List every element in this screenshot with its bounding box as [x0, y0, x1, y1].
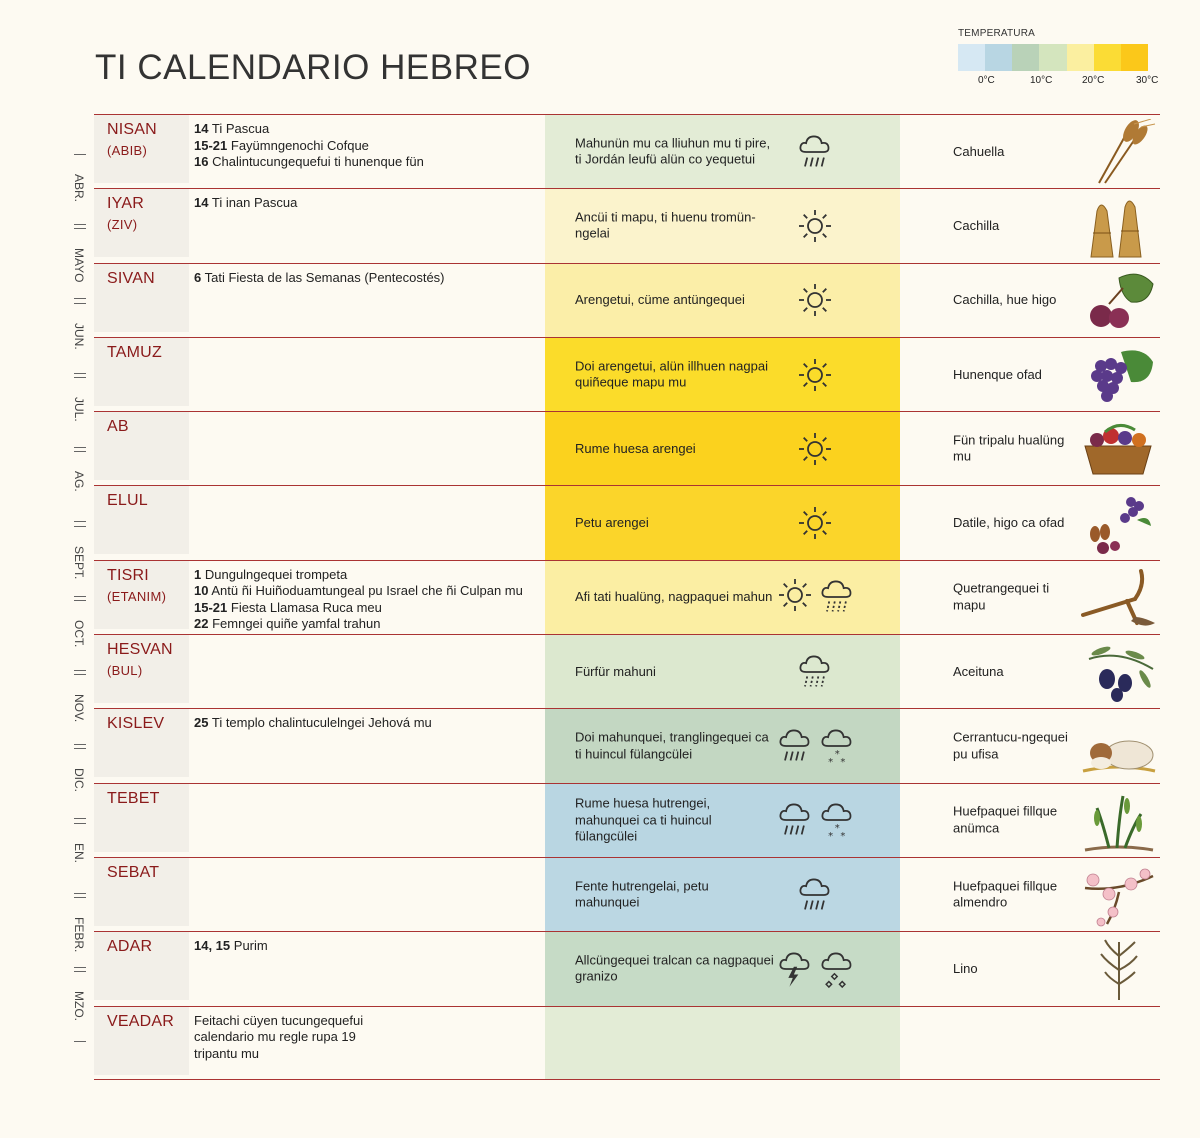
weather-cell	[545, 784, 900, 857]
events-cell	[194, 1013, 384, 1063]
event-line	[194, 1013, 384, 1063]
crop-text: Lino	[953, 960, 978, 976]
weather-text: Ancüi ti mapu, ti huenu tromün-ngelai	[575, 209, 756, 241]
month-row	[94, 485, 1160, 559]
axis-tick	[74, 748, 86, 749]
event-line	[194, 154, 544, 171]
weather-icons	[777, 577, 855, 617]
axis-tick	[74, 818, 86, 819]
almond-blossom-icon	[1079, 862, 1157, 928]
event-text: Antü ñi Huiñoduamtungeal pu Israel che ñi Culpan mu	[211, 583, 523, 599]
rain-cloud-icon	[797, 875, 833, 915]
events-cell	[194, 121, 544, 171]
hail-cloud-icon	[819, 949, 855, 989]
event-date: 14	[194, 195, 209, 211]
legend-labels	[958, 75, 1158, 89]
crop-text: Huefpaquei fillque anümca	[953, 803, 1058, 836]
sun-icon	[797, 208, 833, 244]
sun-icon	[797, 431, 833, 467]
weather-cell	[545, 635, 900, 708]
axis-tick	[74, 377, 86, 378]
event-line	[194, 195, 544, 212]
svg-text:*: *	[834, 823, 840, 835]
snow-cloud-icon	[819, 800, 855, 840]
month-row	[94, 114, 1160, 188]
event-date: 1	[194, 566, 202, 582]
axis-tick	[74, 303, 86, 304]
weather-text: Fente hutrengelai, petu mahunquei	[575, 878, 709, 910]
crop-text: Cerrantucu-ngequei pu ufisa	[953, 729, 1068, 762]
axis-tick	[74, 228, 86, 229]
month-row	[94, 708, 1160, 782]
calendar-table	[94, 114, 1160, 1080]
olive-icon	[1079, 639, 1157, 705]
weather-icons	[797, 652, 833, 692]
hebrew-month-cell	[94, 189, 189, 257]
event-text: Ti templo chalintuculelngei Jehová mu	[211, 715, 432, 731]
legend-label: 20°C	[1082, 75, 1105, 86]
weather-icons	[777, 726, 855, 766]
weather-cell	[545, 1007, 900, 1079]
axis-month-label: AG.	[72, 471, 86, 492]
weather-text: Petu arengei	[575, 514, 649, 530]
month-alt-name: (ZIV)	[107, 217, 138, 233]
weather-cell	[545, 264, 900, 337]
sun-icon	[797, 357, 833, 393]
axis-tick	[74, 451, 86, 452]
crop-text: Cachilla	[953, 217, 1000, 233]
axis-tick	[74, 674, 86, 675]
axis-month-label: OCT.	[72, 619, 86, 648]
month-row	[94, 411, 1160, 485]
weather-cell	[545, 932, 900, 1005]
hebrew-month-cell	[94, 784, 189, 852]
month-name: KISLEV	[107, 715, 165, 733]
axis-month-label: SEPT.	[72, 545, 86, 579]
events-cell	[194, 567, 544, 633]
drizzle-cloud-icon	[819, 577, 855, 617]
hebrew-month-cell	[94, 338, 189, 406]
hebrew-month-cell	[94, 709, 189, 777]
event-date: 16	[194, 154, 209, 169]
storm-cloud-icon	[777, 949, 813, 989]
weather-text: Doi mahunquei, tranglingequei ca ti huincul fülangcülei	[575, 729, 769, 762]
snow-cloud-icon	[819, 726, 855, 766]
weather-icons	[777, 949, 855, 989]
month-name: SEBAT	[107, 863, 160, 881]
month-row	[94, 857, 1160, 931]
weather-icons	[797, 875, 833, 915]
sheep-icon	[1079, 713, 1157, 779]
event-date: 15-21	[194, 599, 228, 615]
plow-icon	[1079, 565, 1157, 631]
crop-text: Quetrangequei ti mapu	[953, 580, 1050, 613]
axis-tick	[74, 298, 86, 299]
month-row	[94, 263, 1160, 337]
axis-tick	[74, 600, 86, 601]
month-name: SIVAN	[107, 269, 155, 287]
weather-cell	[545, 115, 900, 188]
weather-cell	[545, 858, 900, 931]
drizzle-cloud-icon	[797, 652, 833, 692]
svg-text:*: *	[840, 756, 846, 767]
page-title: TI CALENDARIO HEBREO	[95, 48, 531, 87]
weather-text: Doi arengetui, alün illhuen nagpai quiñeque mapu mu	[575, 358, 768, 390]
gregorian-months-axis	[60, 114, 94, 1080]
weather-text: Rume huesa hutrengei, mahunquei ca ti huincul fülangcülei	[575, 795, 712, 844]
month-name: HESVAN	[107, 641, 173, 659]
event-date: 22	[194, 616, 209, 632]
axis-tick	[74, 1041, 86, 1042]
event-text: Femngei quiñe yamfal trahun	[212, 616, 381, 632]
crop-text: Fün tripalu hualüng mu	[953, 432, 1065, 464]
events-cell	[194, 715, 544, 732]
crop-text: Datile, higo ca ofad	[953, 514, 1065, 530]
crop-text: Cachilla, hue higo	[953, 291, 1057, 307]
hebrew-month-cell	[94, 115, 189, 183]
legend-swatch	[985, 44, 1012, 71]
dates-figs-grapes-icon	[1079, 490, 1157, 556]
month-row	[94, 560, 1160, 634]
flax-icon	[1079, 936, 1157, 1002]
barley-icon	[1079, 119, 1157, 185]
legend-swatch	[1012, 44, 1039, 71]
weather-cell	[545, 709, 900, 782]
legend-label: 10°C	[1030, 75, 1053, 86]
weather-text: Arengetui, cüme antüngequei	[575, 291, 745, 307]
weather-text: Rume huesa arengei	[575, 440, 696, 456]
hebrew-month-cell	[94, 1007, 189, 1075]
month-row	[94, 188, 1160, 262]
fruit-basket-icon	[1079, 416, 1157, 482]
axis-tick	[74, 971, 86, 972]
crop-text: Cahuella	[953, 143, 1005, 159]
hebrew-month-cell	[94, 486, 189, 554]
month-name: IYAR	[107, 195, 144, 213]
event-date: 6	[194, 269, 202, 285]
event-text: Tati Fiesta de las Semanas (Pentecostés)	[204, 269, 445, 285]
axis-tick	[74, 823, 86, 824]
month-row	[94, 783, 1160, 857]
temperature-legend	[958, 28, 1158, 89]
month-row	[94, 337, 1160, 411]
event-date: 14, 15	[194, 938, 231, 954]
crop-text: Huefpaquei fillque almendro	[953, 878, 1058, 910]
axis-tick	[74, 744, 86, 745]
event-text: Purim	[233, 938, 268, 954]
month-name: TAMUZ	[107, 343, 162, 361]
axis-tick	[74, 224, 86, 225]
legend-swatch	[958, 44, 985, 71]
rain-cloud-icon	[777, 726, 813, 766]
event-line	[194, 715, 544, 732]
svg-text:*: *	[828, 756, 834, 767]
event-line	[194, 938, 544, 955]
month-row	[94, 931, 1160, 1005]
event-text: Fayümngenochi Cofque	[230, 137, 369, 153]
month-row	[94, 634, 1160, 708]
axis-month-label: JUL.	[72, 396, 86, 422]
axis-tick	[74, 897, 86, 898]
svg-text:*: *	[840, 831, 846, 841]
axis-tick	[74, 893, 86, 894]
axis-month-label: MAYO	[72, 248, 86, 283]
month-name: AB	[107, 418, 129, 436]
weather-cell	[545, 561, 900, 634]
month-name: TISRI	[107, 566, 149, 584]
event-line	[194, 567, 544, 584]
weather-cell	[545, 412, 900, 485]
weather-icons	[797, 208, 833, 244]
axis-month-label: MZO.	[72, 991, 86, 1022]
month-alt-name: (ABIB)	[107, 143, 148, 158]
axis-tick	[74, 521, 86, 522]
month-row	[94, 1006, 1160, 1080]
axis-month-label: ABR.	[72, 174, 86, 203]
weather-cell	[545, 189, 900, 262]
grapes-icon	[1079, 342, 1157, 408]
event-text: Fiesta Llamasa Ruca meu	[230, 599, 382, 615]
events-cell	[194, 938, 544, 955]
events-cell	[194, 195, 544, 212]
legend-title: TEMPERATURA	[958, 28, 1036, 39]
sprout-icon	[1079, 788, 1157, 854]
fig-icon	[1079, 268, 1157, 334]
axis-month-label: FEBR.	[72, 917, 86, 953]
sun-icon	[777, 577, 813, 617]
axis-tick	[74, 596, 86, 597]
axis-tick	[74, 373, 86, 374]
hebrew-month-cell	[94, 561, 189, 629]
crop-text: Hunenque ofad	[953, 366, 1042, 382]
axis-tick	[74, 526, 86, 527]
axis-tick	[74, 967, 86, 968]
event-text: Ti Pascua	[211, 121, 270, 136]
weather-text: Fürfür mahuni	[575, 663, 656, 679]
rain-cloud-icon	[797, 132, 833, 172]
event-text: Feitachi cüyen tucungequefui calendario mu regle rupa 19 tripantu mu	[194, 1012, 364, 1061]
weather-icons	[797, 132, 833, 172]
legend-label: 30°C	[1136, 75, 1159, 86]
event-text: Chalintucungequefui ti hunenque fün	[212, 154, 424, 169]
legend-color-scale	[958, 44, 1148, 71]
weather-icons	[797, 357, 833, 393]
hebrew-month-cell	[94, 932, 189, 1000]
event-date: 10	[194, 583, 209, 599]
axis-month-label: DIC.	[72, 768, 86, 793]
crop-text: Aceituna	[953, 663, 1004, 679]
weather-cell	[545, 486, 900, 559]
sun-icon	[797, 505, 833, 541]
legend-swatch	[1094, 44, 1121, 71]
axis-month-label: JUN.	[72, 322, 86, 350]
sun-icon	[797, 282, 833, 318]
event-date: 14	[194, 121, 209, 136]
svg-text:*: *	[834, 749, 840, 761]
event-line	[194, 600, 544, 617]
weather-icons	[797, 282, 833, 318]
legend-label: 0°C	[978, 75, 995, 86]
month-alt-name: (BUL)	[107, 663, 143, 679]
event-line	[194, 138, 544, 155]
weather-text: Afi tati hualüng, nagpaquei mahun	[575, 589, 773, 605]
axis-month-label: EN.	[72, 842, 86, 863]
month-name: ELUL	[107, 492, 148, 510]
weather-cell	[545, 338, 900, 411]
events-cell	[194, 270, 544, 287]
month-name: TEBET	[107, 789, 160, 807]
event-text: Ti inan Pascua	[211, 195, 298, 211]
month-name: NISAN	[107, 121, 157, 138]
weather-icons	[797, 431, 833, 467]
event-text: Dungulngequei trompeta	[204, 566, 348, 582]
event-date: 25	[194, 715, 209, 731]
legend-swatch	[1067, 44, 1094, 71]
axis-tick	[74, 447, 86, 448]
event-line	[194, 270, 544, 287]
event-line	[194, 583, 544, 600]
month-alt-name: (ETANIM)	[107, 588, 167, 604]
event-date: 15-21	[194, 137, 228, 153]
wheat-sheaf-icon	[1079, 193, 1157, 259]
hebrew-month-cell	[94, 412, 189, 480]
weather-text: Mahunün mu ca lliuhun mu ti pire, ti Jordán leufü alün co yequetui	[575, 135, 771, 167]
month-name: ADAR	[107, 938, 153, 956]
legend-swatch	[1039, 44, 1066, 71]
event-line	[194, 616, 544, 633]
axis-tick	[74, 670, 86, 671]
weather-icons	[777, 800, 855, 840]
svg-text:*: *	[828, 831, 834, 841]
axis-month-label: NOV.	[72, 694, 86, 723]
rain-cloud-icon	[777, 800, 813, 840]
axis-tick	[74, 154, 86, 155]
hebrew-month-cell	[94, 264, 189, 332]
event-line	[194, 121, 544, 138]
weather-text: Allcüngequei tralcan ca nagpaquei granizo	[575, 952, 774, 984]
weather-icons	[797, 505, 833, 541]
hebrew-month-cell	[94, 635, 189, 703]
hebrew-month-cell	[94, 858, 189, 926]
legend-swatch	[1121, 44, 1148, 71]
month-name: VEADAR	[107, 1012, 174, 1030]
